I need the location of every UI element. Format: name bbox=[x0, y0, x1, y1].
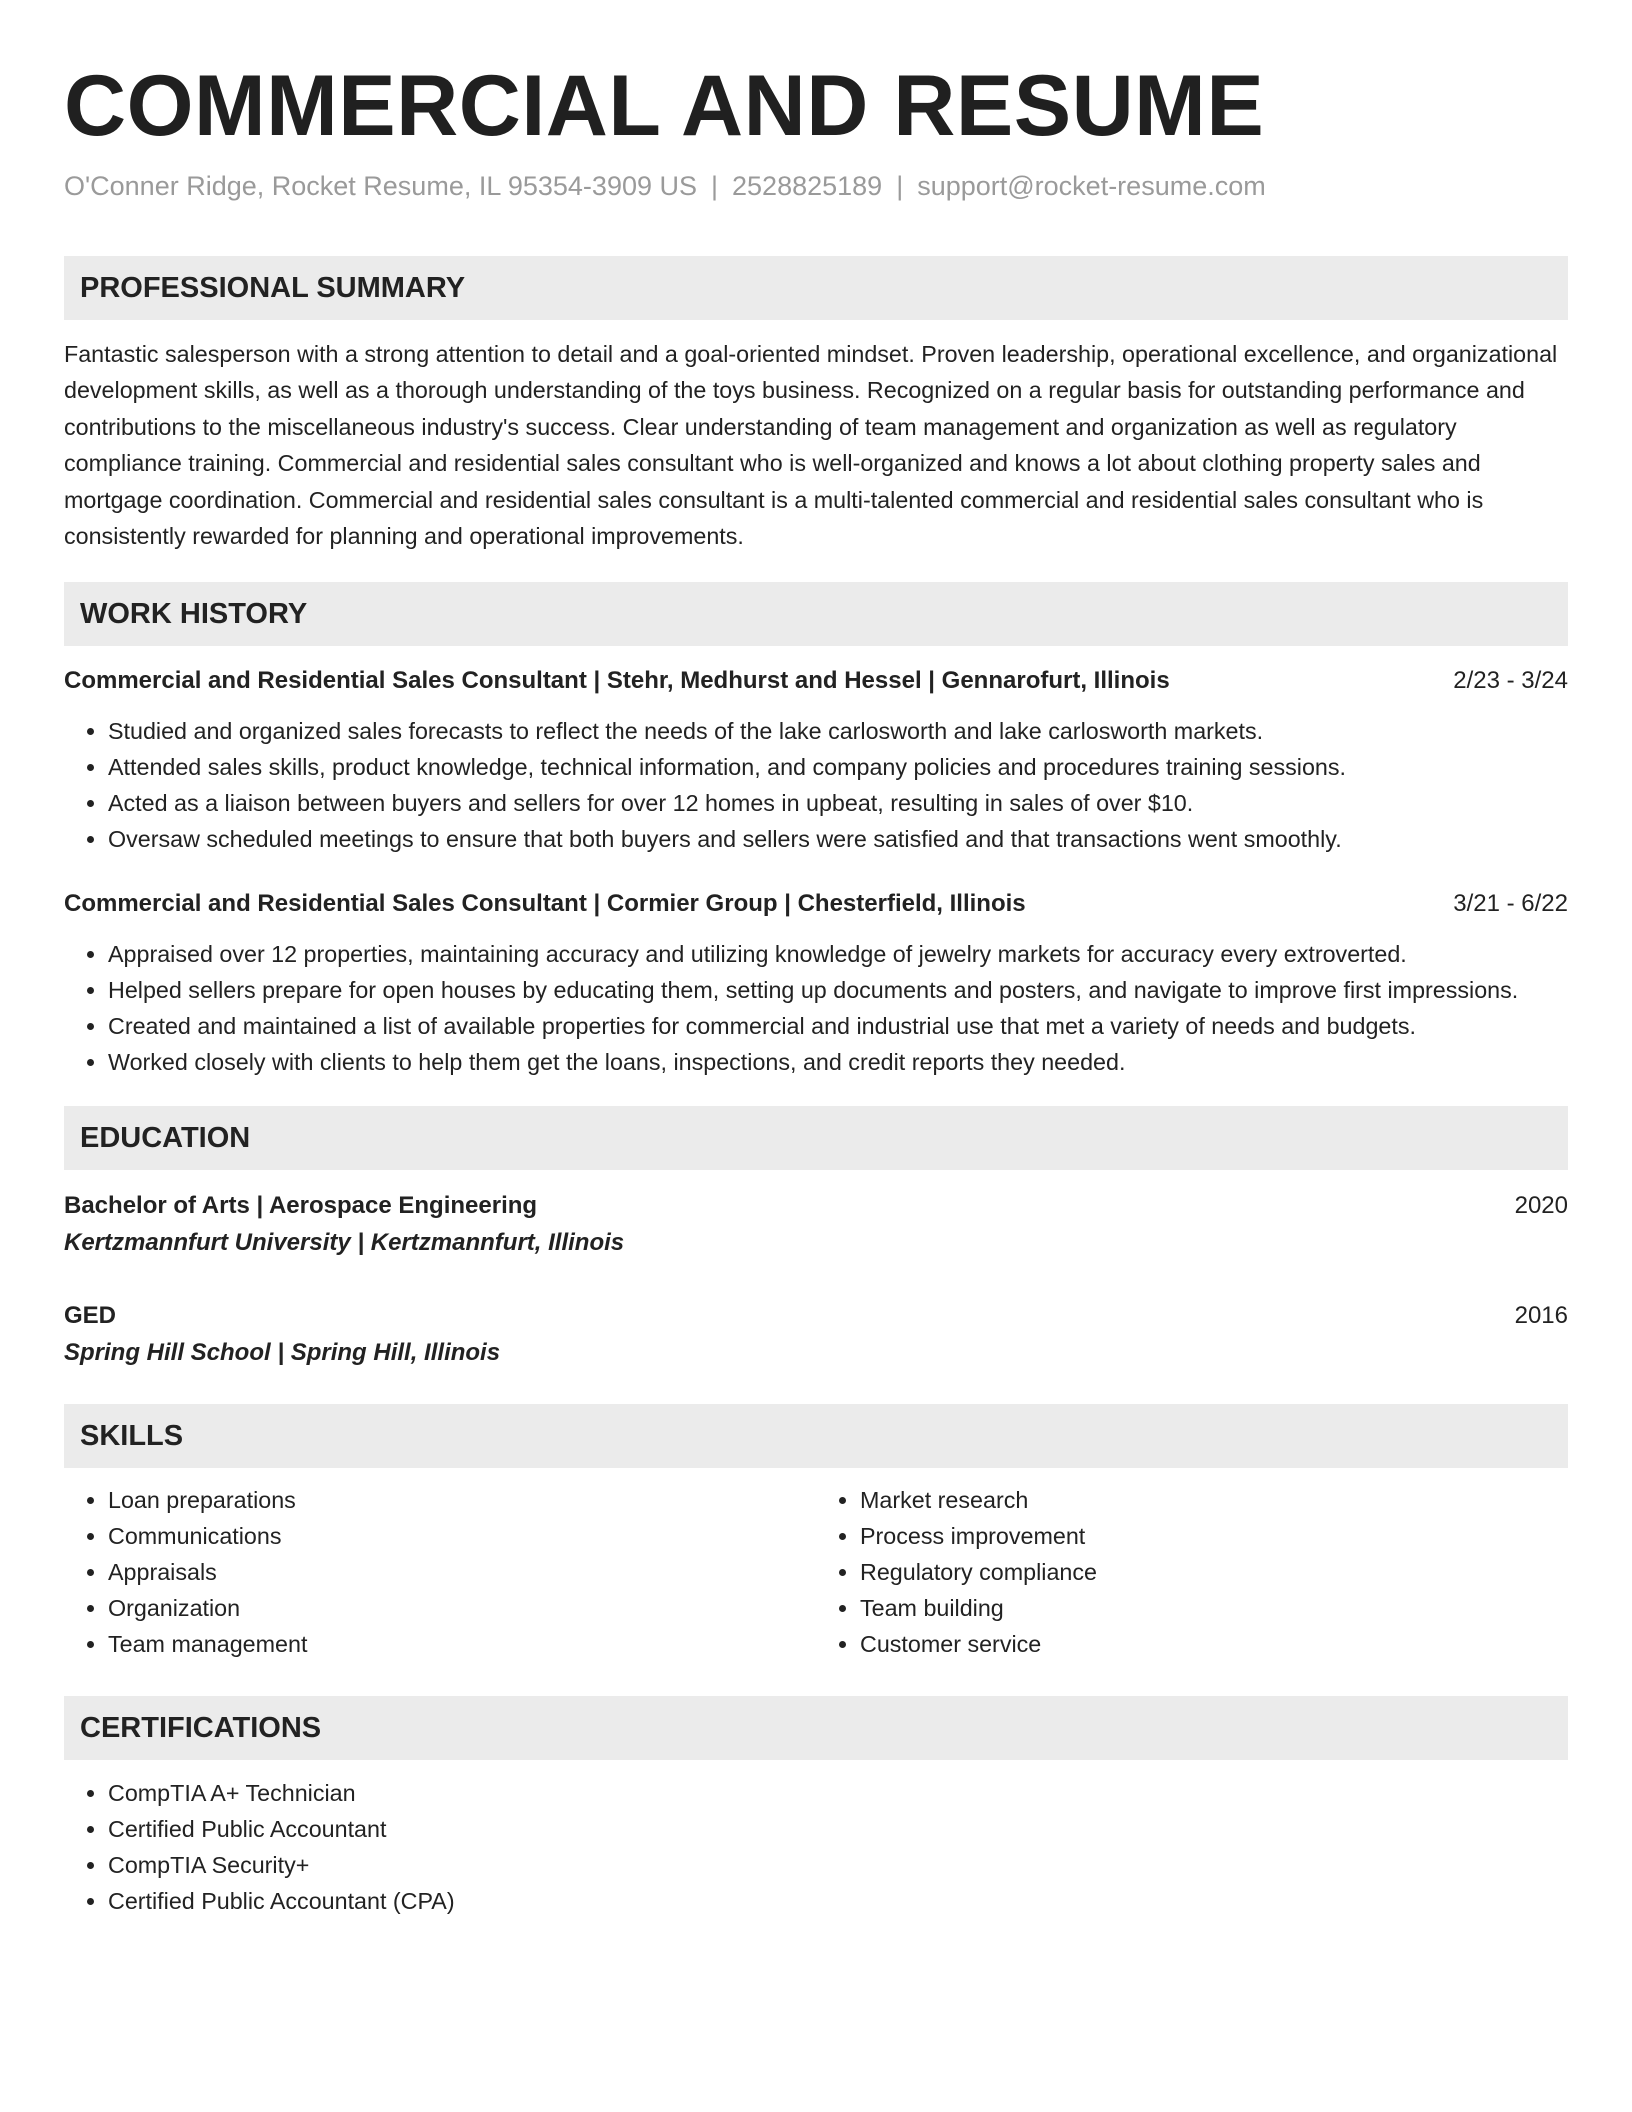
skill-item: • Customer service bbox=[860, 1626, 1568, 1662]
education-school: Kertzmannfurt University | Kertzmannfurt, Illinois bbox=[64, 1229, 625, 1257]
job-bullet: • Appraised over 12 properties, maintaining accuracy and utilizing knowledge of jewelry markets for accuracy every extroverted. bbox=[108, 936, 1568, 972]
certification-item: • CompTIA A+ Technician bbox=[108, 1775, 1568, 1811]
section-heading-certifications: CERTIFICATIONS bbox=[64, 1696, 1568, 1760]
summary-text: Fantastic salesperson with a strong attention to detail and a goal-oriented mindset. Proven leadership, operational excellence, and organizational development skills, as well as a thorough understanding of the toys business. Recognized on a regular basis for outstanding performance and contributions to the miscellaneous industry's success. Clear understanding of team management and organization as well as regulatory compliance training. Commercial and residential sales consultant who is well-organized and knows a lot about clothing property sales and mortgage coordination. Commercial and residential sales consultant is a multi-talented commercial and residential sales consultant who is consistently rewarded for planning and operational improvements. bbox=[64, 341, 1558, 550]
skill-item: • Communications bbox=[108, 1518, 816, 1554]
contact-email: support@rocket-resume.com bbox=[917, 171, 1266, 201]
skill-item: • Appraisals bbox=[108, 1554, 816, 1590]
job-bullet: • Oversaw scheduled meetings to ensure that both buyers and sellers were satisfied and that transactions went smoothly. bbox=[108, 821, 1568, 857]
skills-list-left bbox=[64, 1482, 816, 1662]
section-heading-skills: SKILLS bbox=[64, 1404, 1568, 1468]
education-year: 2016 bbox=[1514, 1302, 1568, 1330]
job-title: Commercial and Residential Sales Consultant | Stehr, Medhurst and Hessel | Gennarofurt, Illinois bbox=[64, 667, 1170, 695]
job-header bbox=[64, 664, 1568, 698]
job-bullet: • Studied and organized sales forecasts to reflect the needs of the lake carlosworth and lake carlosworth markets. bbox=[108, 713, 1568, 749]
job-entry bbox=[64, 664, 1568, 857]
section-heading-summary: PROFESSIONAL SUMMARY bbox=[64, 256, 1568, 320]
skill-item: • Regulatory compliance bbox=[860, 1554, 1568, 1590]
contact-phone: 2528825189 bbox=[732, 171, 883, 201]
contact-line bbox=[64, 168, 1568, 204]
education-school: Spring Hill School | Spring Hill, Illinois bbox=[64, 1339, 501, 1367]
skills-columns bbox=[64, 1468, 1568, 1662]
job-title: Commercial and Residential Sales Consultant | Cormier Group | Chesterfield, Illinois bbox=[64, 890, 1026, 918]
skill-item: • Loan preparations bbox=[108, 1482, 816, 1518]
skill-item: • Market research bbox=[860, 1482, 1568, 1518]
job-header bbox=[64, 887, 1568, 921]
contact-separator: | bbox=[711, 171, 719, 201]
job-bullet: • Attended sales skills, product knowledge, technical information, and company policies and procedures training sessions. bbox=[108, 749, 1568, 785]
candidate-name: COMMERCIAL AND RESUME bbox=[64, 58, 1265, 154]
certifications-list bbox=[64, 1775, 1568, 1919]
education-degree: Bachelor of Arts | Aerospace Engineering bbox=[64, 1192, 538, 1220]
skill-item: • Team building bbox=[860, 1590, 1568, 1626]
education-entry bbox=[64, 1298, 1568, 1372]
job-bullet: • Worked closely with clients to help them get the loans, inspections, and credit reports they needed. bbox=[108, 1044, 1568, 1080]
skill-item: • Organization bbox=[108, 1590, 816, 1626]
skills-list-right bbox=[816, 1482, 1568, 1662]
contact-separator: | bbox=[896, 171, 904, 201]
education-header bbox=[64, 1188, 1568, 1224]
certification-item: • CompTIA Security+ bbox=[108, 1847, 1568, 1883]
job-dates: 3/21 - 6/22 bbox=[1453, 890, 1568, 918]
job-bullet: • Helped sellers prepare for open houses by educating them, setting up documents and posters, and navigate to improve first impressions. bbox=[108, 972, 1568, 1008]
education-year: 2020 bbox=[1514, 1192, 1568, 1220]
education-header bbox=[64, 1298, 1568, 1334]
section-heading-education: EDUCATION bbox=[64, 1106, 1568, 1170]
certification-item: • Certified Public Accountant bbox=[108, 1811, 1568, 1847]
education-degree: GED bbox=[64, 1302, 117, 1330]
job-entry bbox=[64, 887, 1568, 1080]
job-bullet: • Acted as a liaison between buyers and sellers for over 12 homes in upbeat, resulting in sales of over $10. bbox=[108, 785, 1568, 821]
job-bullets bbox=[64, 936, 1568, 1080]
contact-address: O'Conner Ridge, Rocket Resume, IL 95354-3909 US bbox=[64, 171, 697, 201]
certification-item: • Certified Public Accountant (CPA) bbox=[108, 1883, 1568, 1919]
skill-item: • Process improvement bbox=[860, 1518, 1568, 1554]
job-dates: 2/23 - 3/24 bbox=[1453, 667, 1568, 695]
job-bullet: • Created and maintained a list of available properties for commercial and industrial use that met a variety of needs and budgets. bbox=[108, 1008, 1568, 1044]
skill-item: • Team management bbox=[108, 1626, 816, 1662]
education-entry bbox=[64, 1188, 1568, 1262]
job-bullets bbox=[64, 713, 1568, 857]
section-heading-work-history: WORK HISTORY bbox=[64, 582, 1568, 646]
